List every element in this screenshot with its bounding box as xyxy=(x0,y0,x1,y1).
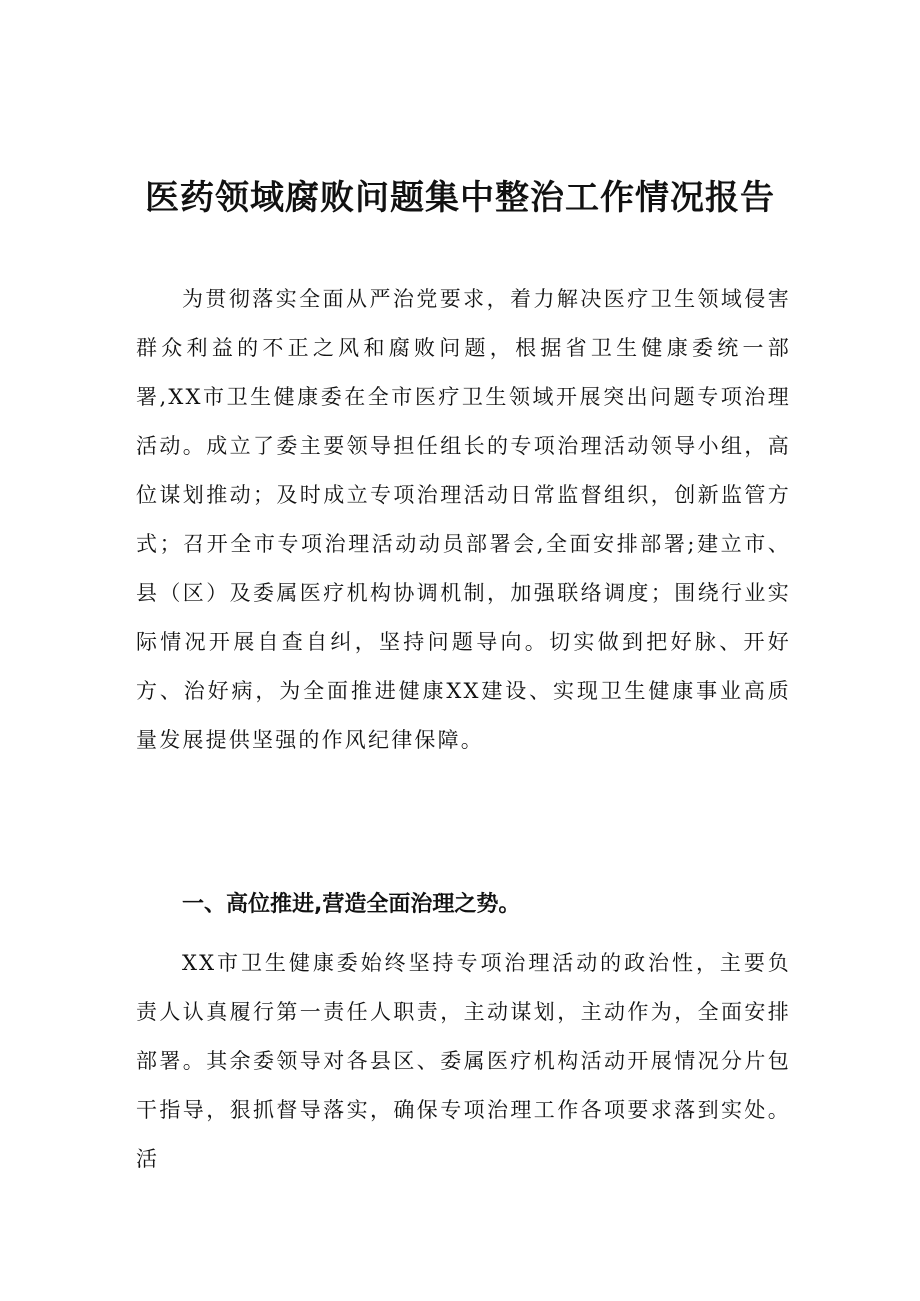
section-heading-1: 一、高位推进,营造全面治理之势。 xyxy=(182,892,521,917)
intro-paragraph: 为贯彻落实全面从严治党要求，着力解决医疗卫生领域侵害群众利益的不正之风和腐败问题，根据省卫生健康委统一部署,XX市卫生健康委在全市医疗卫生领域开展突出问题专项治理活动。成立了委主要领导担任组长的专项治理活动领导小组，高位谋划推动；及时成立专项治理活动日常监督组织，创新监管方式；召开全市专项治理活动动员部署会,全面安排部署;建立市、县（区）及委属医疗机构协调机制，加强联络调度；围绕行业实际情况开展自查自纠，坚持问题导向。切实做到把好脉、开好方、治好病，为全面推进健康XX建设、实现卫生健康事业高质量发展提供坚强的作风纪律保障。 xyxy=(136,287,791,752)
section-1-paragraph: XX市卫生健康委始终坚持专项治理活动的政治性，主要负责人认真履行第一责任人职责，主动谋划，主动作为，全面安排部署。其余委领导对各县区、委属医疗机构活动开展情况分片包干指导，狠抓督导落实，确保专项治理工作各项要求落到实处。活 xyxy=(136,951,791,1171)
document-title: 医药领域腐败问题集中整治工作情况报告 xyxy=(145,178,775,218)
